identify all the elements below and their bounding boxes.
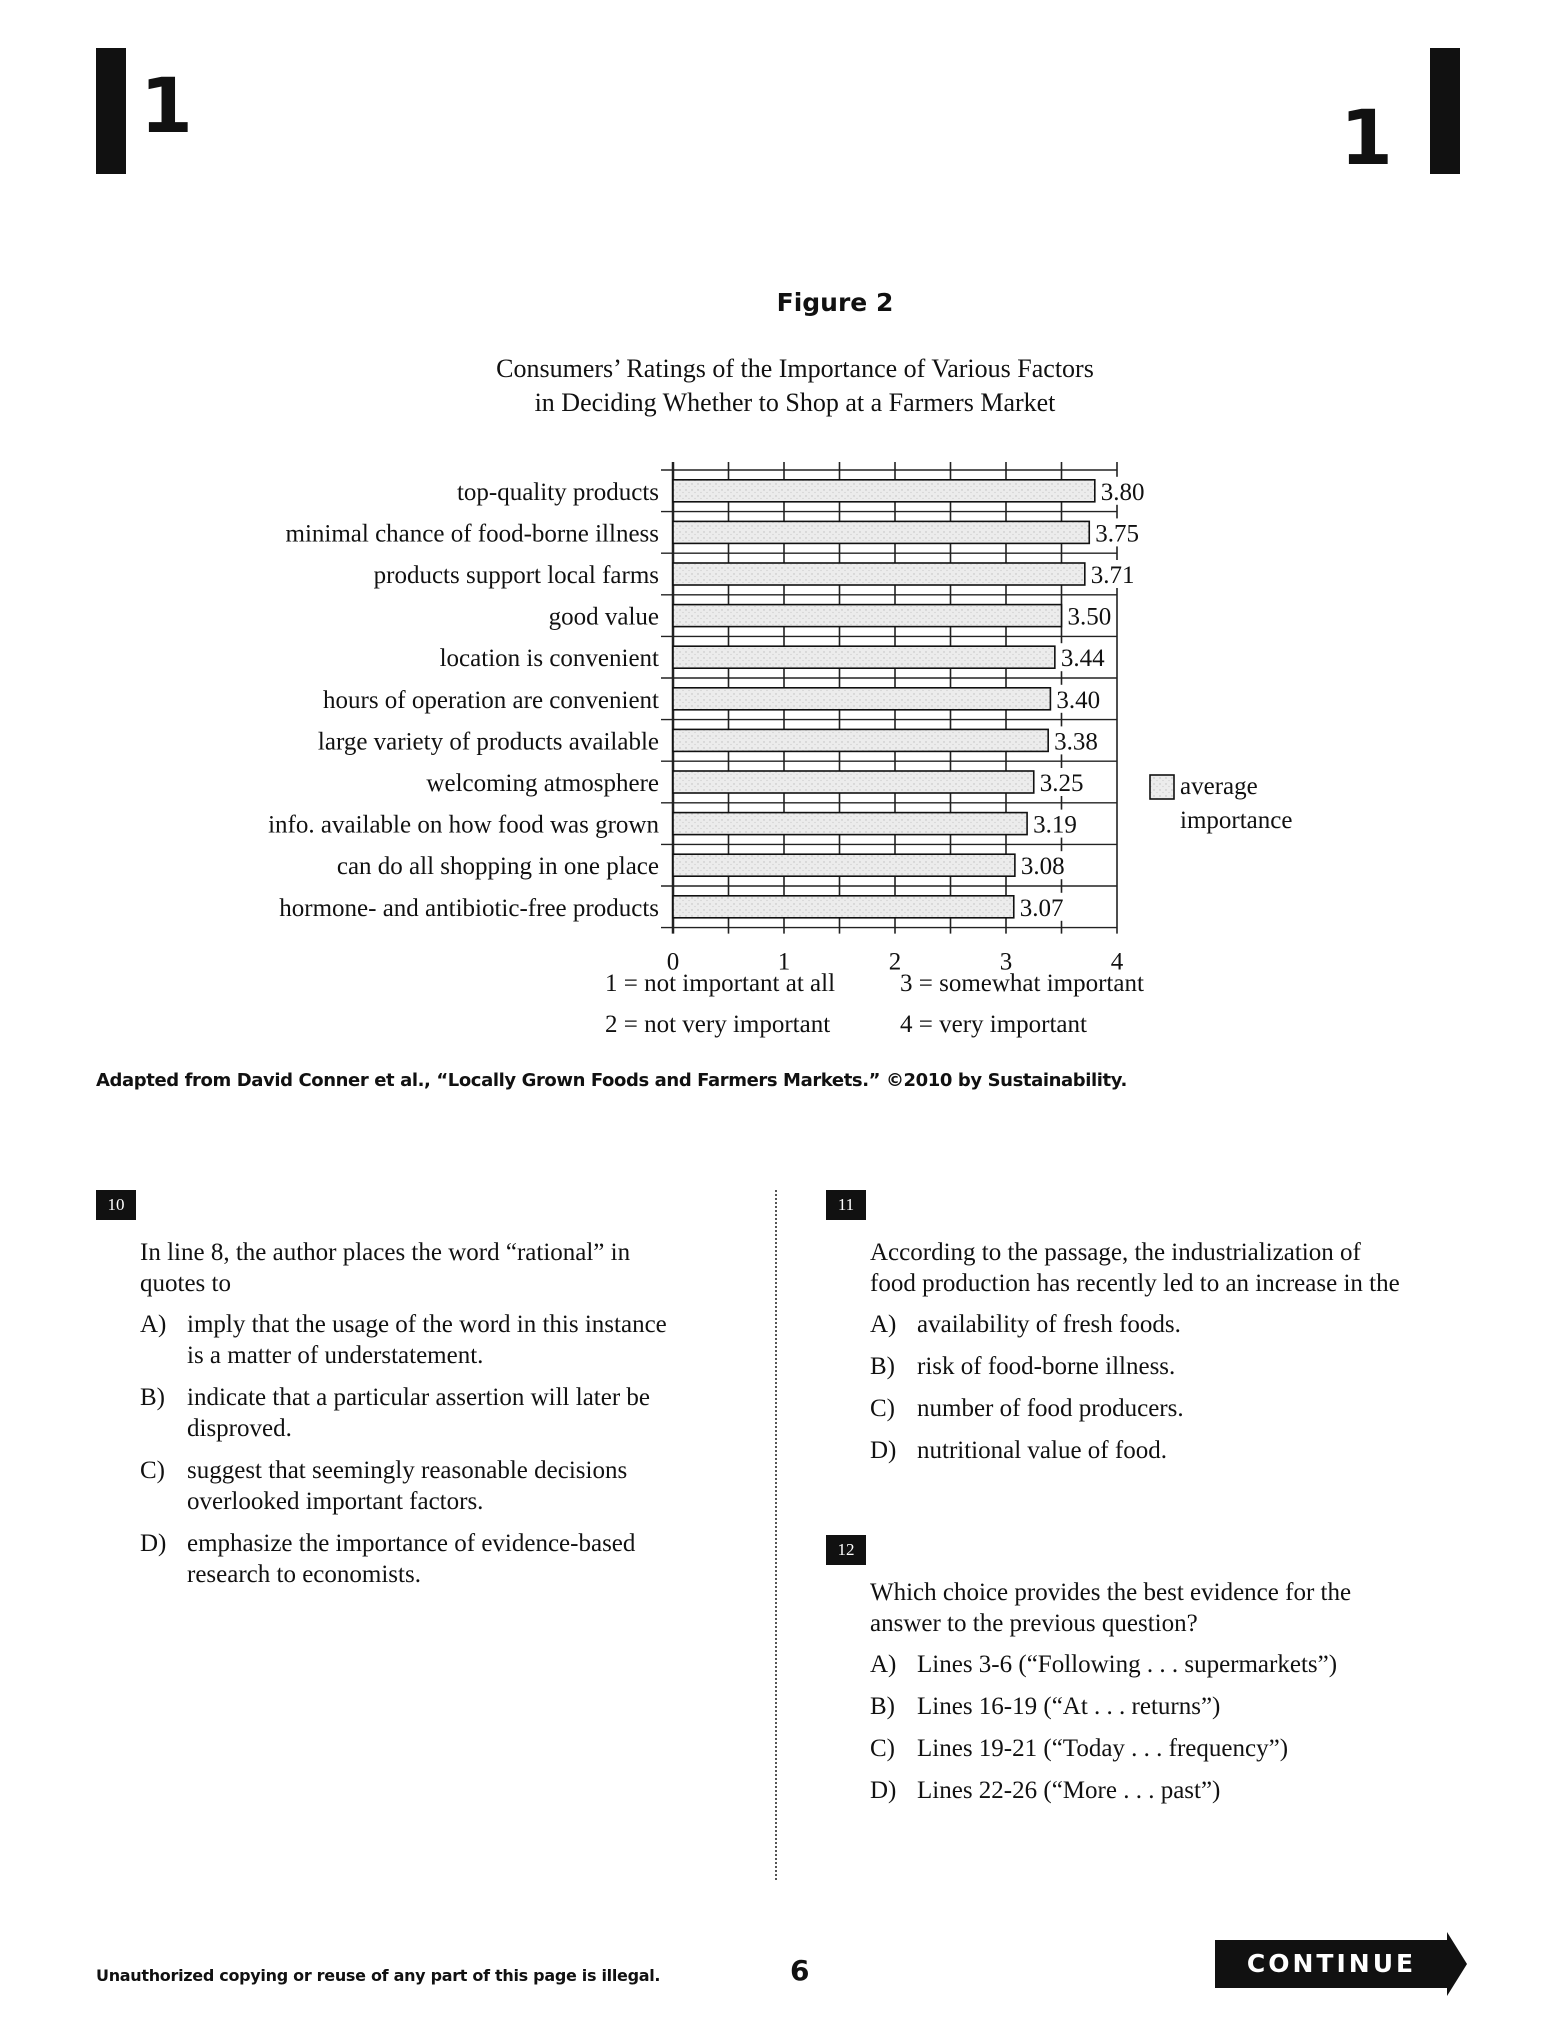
choice-letter: B) [870,1353,895,1380]
choice-text: nutritional value of food. [917,1437,1167,1464]
question-12-choice-a[interactable] [870,1649,1490,1680]
choice-letter: C) [870,1735,895,1762]
bar [673,563,1085,585]
question-10-stem-line1: In line 8, the author places the word “rational” in [140,1239,631,1266]
choice-letter: A) [870,1651,897,1678]
question-12-stem-line2: answer to the previous question? [870,1610,1198,1637]
category-label: hormone- and antibiotic-free products [279,894,659,922]
category-label: info. available on how food was grown [268,811,659,839]
bar [673,521,1089,543]
question-12-choice-b[interactable] [870,1691,1490,1722]
question-10-choice-d[interactable] [140,1528,760,1590]
chart-title-line1: Consumers’ Ratings of the Importance of Various Factors [496,354,1094,383]
bar [673,605,1062,627]
chart-title-line2: in Deciding Whether to Shop at a Farmers Market [534,388,1056,417]
data-label: 3.25 [1039,770,1084,797]
question-11-choice-d[interactable] [870,1435,1490,1466]
choice-text-line1: imply that the usage of the word in this instance [187,1311,667,1338]
question-12-stem-line1: Which choice provides the best evidence for the [870,1579,1352,1606]
choice-text: Lines 22-26 (“More . . . past”) [917,1777,1221,1804]
continue-arrow-icon [1447,1932,1467,1996]
question-11-stem-line1: According to the passage, the industrialization of [870,1239,1361,1266]
choice-text: Lines 3-6 (“Following . . . supermarkets”) [917,1651,1338,1678]
choice-letter: D) [870,1777,897,1804]
choice-text: risk of food-borne illness. [917,1353,1176,1380]
question-10-choice-c[interactable] [140,1455,760,1517]
choice-letter: B) [140,1384,165,1411]
category-label: large variety of products available [317,728,659,756]
chart-title [420,352,1170,420]
choice-text: Lines 19-21 (“Today . . . frequency”) [917,1735,1289,1762]
question-number-12: 12 [826,1535,866,1565]
data-label: 3.07 [1019,894,1064,922]
choice-text-line2: disproved. [187,1415,292,1442]
data-label: 3.40 [1056,686,1101,714]
bar [673,813,1027,835]
bar [673,646,1055,668]
bar [673,729,1048,751]
choice-letter: A) [140,1311,167,1338]
category-label: location is convenient [439,645,659,673]
question-10-choice-b[interactable] [140,1382,760,1444]
x-tick-label: 1 [777,948,791,976]
data-label: 3.80 [1100,478,1145,506]
bar-chart [0,440,1557,1040]
question-11-choice-b[interactable] [870,1351,1490,1382]
scale-note-3: 3 = somewhat important [900,970,1144,997]
x-tick-label: 4 [1110,948,1124,976]
scale-note-2: 2 = not very important [605,1011,831,1038]
data-label: 3.44 [1060,645,1105,673]
legend-label: average [1180,773,1258,800]
question-number-11: 11 [826,1190,866,1220]
x-tick-label: 2 [888,948,902,976]
question-10-stem [140,1237,630,1299]
question-11-choice-c[interactable] [870,1393,1490,1424]
question-11-stem [870,1237,1400,1299]
figure-label: Figure 2 [776,288,894,317]
choice-text [187,1455,760,1517]
question-11-choice-a[interactable] [870,1309,1490,1340]
data-label: 3.38 [1054,728,1098,756]
page-number: 6 [790,1954,810,1987]
question-10-stem-line2: quotes to [140,1270,231,1297]
choice-letter: D) [140,1530,167,1557]
x-tick-label: 3 [999,948,1013,976]
x-tick-label: 0 [666,948,680,976]
choice-letter: C) [140,1457,165,1484]
category-label: minimal chance of food-borne illness [285,520,659,548]
continue-button[interactable]: CONTINUE [1215,1940,1448,1988]
choice-text-line2: is a matter of understatement. [187,1342,484,1369]
question-number-10: 10 [96,1190,136,1220]
choice-text: availability of fresh foods. [917,1311,1181,1338]
choice-letter: B) [870,1693,895,1720]
choice-letter: D) [870,1437,897,1464]
category-label: good value [548,603,659,631]
category-label: can do all shopping in one place [336,853,659,881]
scale-note-4: 4 = very important [900,1011,1087,1038]
copyright-notice: Unauthorized copying or reuse of any part of this page is illegal. [96,1966,661,1985]
legend-swatch [1150,775,1174,799]
data-label: 3.71 [1090,562,1135,589]
legend-label: importance [1180,807,1293,834]
bar [673,896,1014,918]
category-label: hours of operation are convenient [323,686,659,714]
data-label: 3.50 [1067,603,1112,631]
choice-text: number of food producers. [917,1395,1184,1422]
choice-text-line2: overlooked important factors. [187,1488,484,1515]
question-10-choice-a[interactable] [140,1309,760,1371]
choice-text-line1: emphasize the importance of evidence-based [187,1530,636,1557]
category-label: products support local farms [373,562,659,589]
question-12-choice-c[interactable] [870,1733,1490,1764]
column-divider [775,1190,777,1880]
figure-credit: Adapted from David Conner et al., “Locally Grown Foods and Farmers Markets.” ©2010 by Sustainability. [96,1070,1127,1091]
choice-text [187,1528,760,1590]
section-number-left: 1 [140,61,193,150]
data-label: 3.75 [1095,520,1139,548]
question-12-choice-d[interactable] [870,1775,1490,1806]
data-label: 3.08 [1020,853,1065,881]
choice-text [187,1382,760,1444]
choice-text-line2: research to economists. [187,1561,421,1588]
choice-text-line1: suggest that seemingly reasonable decisions [187,1457,628,1484]
scale-note-1: 1 = not important at all [605,970,836,997]
choice-text: Lines 16-19 (“At . . . returns”) [917,1693,1221,1720]
section-number-right: 1 [1340,93,1393,182]
bar [673,854,1015,876]
choice-text [187,1309,760,1371]
category-label: welcoming atmosphere [426,770,659,797]
bar [673,480,1095,502]
section-bar-right [1430,48,1460,174]
question-12-stem [870,1577,1351,1639]
data-label: 3.19 [1033,811,1077,839]
choice-letter: A) [870,1311,897,1338]
choice-text-line1: indicate that a particular assertion will later be [187,1384,651,1411]
section-bar-left [96,48,126,174]
choice-letter: C) [870,1395,895,1422]
bar [673,688,1050,710]
bar [673,771,1034,793]
question-11-stem-line2: food production has recently led to an increase in the [870,1270,1400,1297]
category-label: top-quality products [456,478,659,506]
